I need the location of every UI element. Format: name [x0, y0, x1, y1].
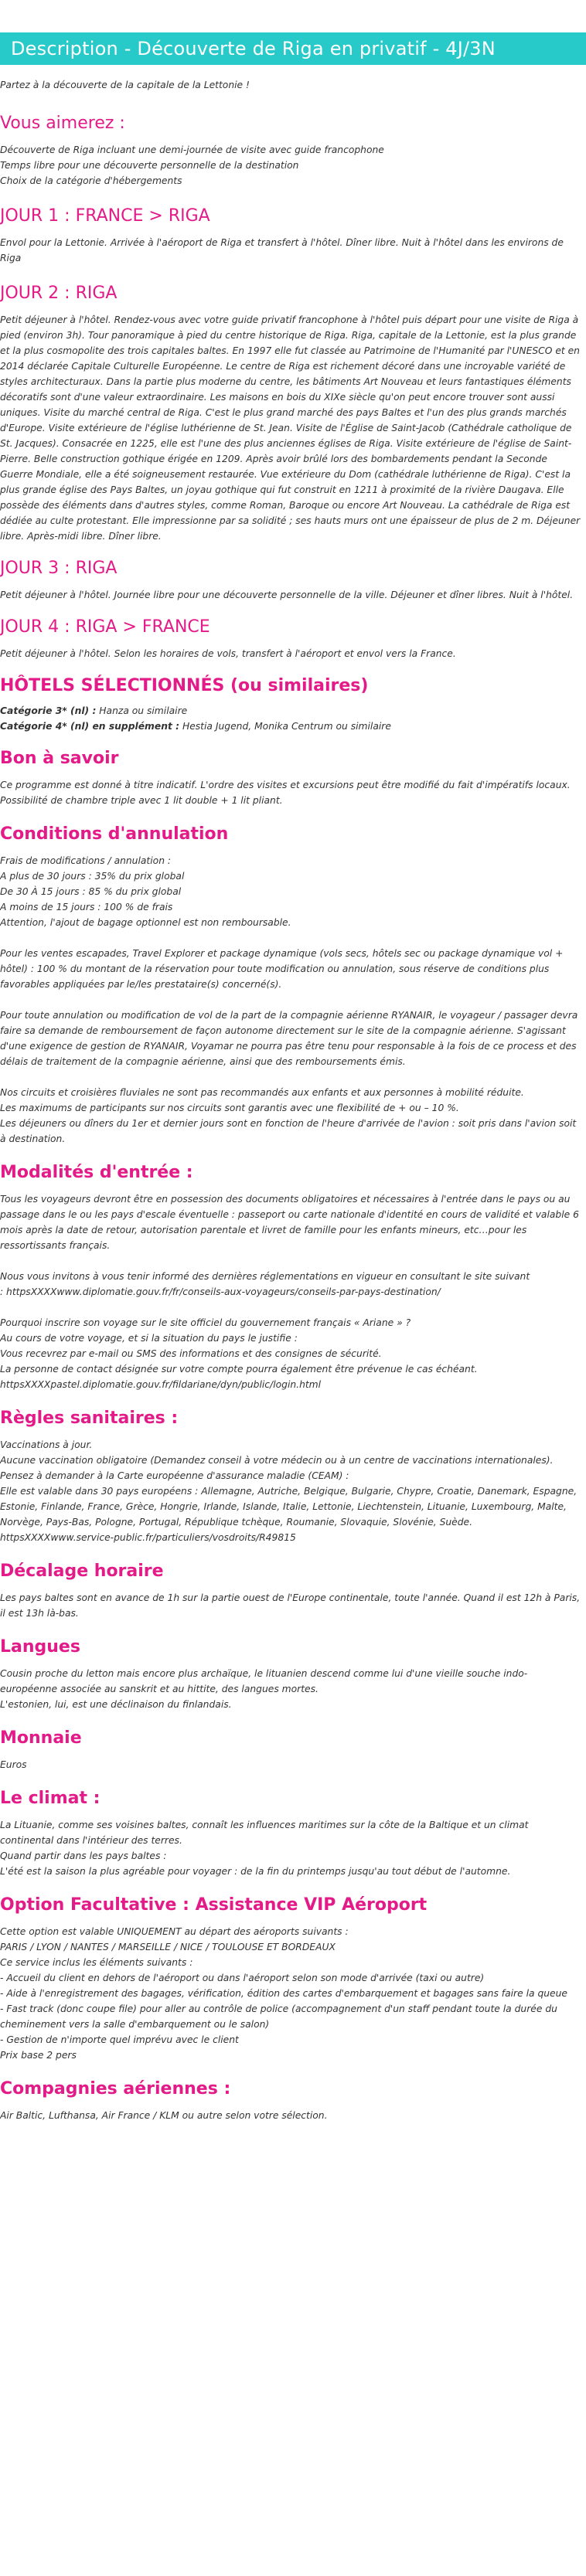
- section-title-decalage: Décalage horaire: [0, 1562, 164, 1581]
- annulation-ryanair-text: Pour toute annulation ou modification de vol de la part de la compagnie aérienne RYANAIR, le voyageur / passager devra faire sa demande de remboursement de façon autonome directement sur le site de la compagnie aérienne. S'agissant d'une exigence de gestion de RYANAIR, Voyamar ne pourra pas être tenu pour responsable à la fois de ce process et des délais de traitement de la compagnie aérienne, ainsi que des remboursements émis.: [0, 1010, 578, 1067]
- bon-a-savoir-line: Possibilité de chambre triple avec 1 lit double + 1 lit pliant.: [0, 795, 283, 806]
- section-title-vous-aimerez: Vous aimerez :: [0, 114, 125, 133]
- jour1-text: Envol pour la Lettonie. Arrivée à l'aéroport de Riga et transfert à l'hôtel. Dîner libre. Nuit à l'hôtel dans les environs de Riga: [0, 237, 564, 263]
- section-title-option-vip: Option Facultative : Assistance VIP Aéroport: [0, 1895, 428, 1915]
- section-title-jour2: JOUR 2 : RIGA: [0, 284, 118, 303]
- sanitaires-line: Pensez à demander à la Carte européenne d'assurance maladie (CEAM) :: [0, 1470, 349, 1481]
- section-title-sanitaires: Règles sanitaires :: [0, 1409, 179, 1428]
- jour3-text: Petit déjeuner à l'hôtel. Journée libre pour une découverte personnelle de la ville. Déjeuner et dîner libres. Nuit à l'hôtel.: [0, 590, 574, 600]
- sanitaires-line: Vaccinations à jour.: [0, 1439, 93, 1450]
- annulation-line: A moins de 15 jours : 100 % de frais: [0, 902, 173, 912]
- climat-line: Quand partir dans les pays baltes :: [0, 1850, 167, 1861]
- annulation-line: A plus de 30 jours : 35% du prix global: [0, 871, 185, 882]
- ariane-line: La personne de contact désignée sur votre compte pourra également être prévenue le cas échéant.: [0, 1364, 478, 1375]
- langues-line: L'estonien, lui, est une déclinaison du finlandais.: [0, 1699, 232, 1710]
- sanitaires-line: Aucune vaccination obligatoire (Demandez conseil à votre médecin ou à un centre de vaccinations internationales).: [0, 1455, 554, 1466]
- section-title-jour4: JOUR 4 : RIGA > FRANCE: [0, 617, 210, 637]
- page-title: Description - Découverte de Riga en privatif - 4J/3N: [11, 38, 496, 59]
- title-banner: [0, 32, 586, 65]
- modalites-documents-text: Tous les voyageurs devront être en possession des documents obligatoires et nécessaires à l'entrée dans le pays ou au passage dans le ou les pays d'escale éventuelle : passeport ou carte nationale d'identité en cours de validité et valable 6 mois après la date de retour, autorisation parentale et livret de famille pour les enfants mineurs, etc…pour les ressortissants français.: [0, 1194, 579, 1251]
- diplomatie-link[interactable]: : httpsXXXXwww.diplomatie.gouv.fr/fr/conseils-aux-voyageurs/conseils-par-pays-destination/: [0, 1286, 441, 1297]
- section-title-jour1: JOUR 1 : FRANCE > RIGA: [0, 206, 210, 226]
- ariane-line: Vous recevrez par e-mail ou SMS des informations et des consignes de sécurité.: [0, 1348, 382, 1359]
- section-title-monnaie: Monnaie: [0, 1728, 82, 1748]
- hotel-name: Hanza ou similaire: [96, 705, 188, 716]
- sanitaires-line: Elle est valable dans 30 pays européens : Allemagne, Autriche, Belgique, Bulgarie, Chypre, Croatie, Danemark, Espagne, Estonie, Finlande, France, Grèce, Hongrie, Irlande, Islande, Italie, Lettonie, Liechtenstein, Lituanie, Luxembourg, Malte, Norvège, Pays-Bas, Pologne, Portugal, République tchèque, Roumanie, Slovaquie, Slovénie, Suède.: [0, 1486, 577, 1528]
- section-title-annulation: Conditions d'annulation: [0, 824, 229, 844]
- annulation-line: Attention, l'ajout de bagage optionnel est non remboursable.: [0, 917, 291, 928]
- bon-a-savoir-line: Ce programme est donné à titre indicatif. L'ordre des visites et excursions peut être modifié du fait d'impératifs locaux.: [0, 780, 571, 790]
- section-title-hotels: HÔTELS SÉLECTIONNÉS (ou similaires): [0, 676, 369, 695]
- option-vip-line: PARIS / LYON / NANTES / MARSEILLE / NICE / TOULOUSE ET BORDEAUX: [0, 1942, 336, 1952]
- circuits-line: Nos circuits et croisières fluviales ne sont pas recommandés aux enfants et aux personnes à mobilité réduite.: [0, 1087, 524, 1098]
- jour2-text: Petit déjeuner à l'hôtel. Rendez-vous avec votre guide privatif francophone à l'hôtel puis départ pour une visite de Riga à pied (environ 3h). Tour panoramique à pied du centre historique de Riga. Riga, capitale de la Lettonie, est la plus grande et la plus cosmopolite des trois capitales baltes. En 1997 elle fut classée au Patrimoine de l'Humanité par l'UNESCO et en 2014 déclarée Capitale Culturelle Européenne. Le centre de Riga est richement décoré dans une incroyable variété de styles architecturaux. Dans la partie plus moderne du centre, les bâtiments Art Nouveau et leurs fantastiques éléments décoratifs sont d'une valeur extraordinaire. Les maisons en bois du XIXe siècle qu'on peut encore trouver sont aussi uniques. Visite du marché central de Riga. C'est le plus grand marché des pays Baltes et l'un des plus grands marchés d'Europe. Visite extérieure de l'église luthérienne de St. Jean. Visite de l'Église de Saint-Jacob (Cathédrale catholique de St. Jacques). Consacrée en 1225, elle est l'une des plus anciennes églises de Riga. Visite extérieure de l'église de Saint-Pierre. Belle construction gothique érigée en 1209. Après avoir brûlé lors des bombardements pendant la Seconde Guerre Mondiale, elle a été soigneusement restaurée. Vue extérieure du Dom (cathédrale luthérienne de Riga). C'est la plus grande église des Pays Baltes, un joyau gothique qui fut construit en 1211 à proximité de la rivière Daugava. Elle possède des éléments dans d'autres styles, comme Roman, Baroque ou encore Art Nouveau. La cathédrale de Riga est dédiée au culte protestant. Elle impressionne par sa solidité ; ses hauts murs ont une épaisseur de plus de 2 m. Déjeuner libre. Après-midi libre. Dîner libre.: [0, 314, 581, 542]
- ariane-line: Au cours de votre voyage, et si la situation du pays le justifie :: [0, 1333, 298, 1344]
- hotel-name: Hestia Jugend, Monika Centrum ou similaire: [179, 721, 391, 732]
- circuits-line: Les déjeuners ou dîners du 1er et dernier jours sont en fonction de l'heure d'arrivée de l'avion : soit pris dans l'avion soit à destination.: [0, 1118, 577, 1144]
- decalage-text: Les pays baltes sont en avance de 1h sur la partie ouest de l'Europe continentale, toute l'année. Quand il est 12h à Paris, il est 13h là-bas.: [0, 1592, 581, 1619]
- section-title-langues: Langues: [0, 1637, 80, 1657]
- description-content: [0, 77, 586, 2123]
- option-vip-line: - Accueil du client en dehors de l'aéroport ou dans l'aéroport selon son mode d'arrivée (taxi ou autre): [0, 1973, 485, 1983]
- vous-aimerez-line: Temps libre pour une découverte personnelle de la destination: [0, 160, 299, 171]
- annulation-line: Frais de modifications / annulation :: [0, 855, 172, 866]
- hotel-line: [0, 719, 581, 734]
- option-vip-line: - Fast track (donc coupe file) pour aller au contrôle de police (accompagnement d'un staff pendant toute la durée du cheminement vers la salle d'embarquement ou le salon): [0, 2003, 557, 2030]
- hotel-line: [0, 703, 581, 719]
- climat-line: L'été est la saison la plus agréable pour voyager : de la fin du printemps jusqu'au tout début de l'automne.: [0, 1866, 511, 1877]
- option-vip-line: - Aide à l'enregistrement des bagages, vérification, édition des cartes d'embarquement et bagages sans faire la queue: [0, 1988, 567, 1999]
- annulation-escapades-text: Pour les ventes escapades, Travel Explorer et package dynamique (vols secs, hôtels sec ou package dynamique vol + hôtel) : 100 % du montant de la réservation pour toute modification ou annulation, sous réserve de conditions plus favorables appliquées par le/les prestataire(s) concerné(s).: [0, 948, 564, 990]
- section-title-compagnies: Compagnies aériennes :: [0, 2079, 231, 2099]
- circuits-line: Les maximums de participants sur nos circuits sont garantis avec une flexibilité de + ou – 10 %.: [0, 1103, 459, 1113]
- jour4-text: Petit déjeuner à l'hôtel. Selon les horaires de vols, transfert à l'aéroport et envol vers la France.: [0, 648, 456, 659]
- hotel-category-label: Catégorie 3* (nl) :: [0, 705, 97, 716]
- vous-aimerez-line: Choix de la catégorie d'hébergements: [0, 175, 182, 186]
- monnaie-text: Euros: [0, 1759, 27, 1770]
- ariane-link[interactable]: httpsXXXXpastel.diplomatie.gouv.fr/fildariane/dyn/public/login.html: [0, 1379, 322, 1390]
- vous-aimerez-line: Découverte de Riga incluant une demi-journée de visite avec guide francophone: [0, 144, 384, 155]
- compagnies-text: Air Baltic, Lufthansa, Air France / KLM ou autre selon votre sélection.: [0, 2110, 328, 2121]
- ariane-line: Pourquoi inscrire son voyage sur le site officiel du gouvernement français « Ariane » ?: [0, 1317, 411, 1328]
- modalites-info-line: Nous vous invitons à vous tenir informé des dernières réglementations en vigueur en consultant le site suivant: [0, 1271, 530, 1282]
- langues-line: Cousin proche du letton mais encore plus archaïque, le lituanien descend comme lui d'une vieille souche indo-européenne associée au sanskrit et au hittite, des langues mortes.: [0, 1668, 528, 1694]
- option-vip-line: Cette option est valable UNIQUEMENT au départ des aéroports suivants :: [0, 1926, 349, 1937]
- section-title-climat: Le climat :: [0, 1789, 101, 1808]
- section-title-modalites: Modalités d'entrée :: [0, 1163, 193, 1182]
- hotel-category-label: Catégorie 4* (nl) en supplément :: [0, 721, 180, 732]
- option-vip-line: - Gestion de n'importe quel imprévu avec le client: [0, 2034, 239, 2045]
- section-title-bon-a-savoir: Bon à savoir: [0, 749, 119, 768]
- annulation-line: De 30 À 15 jours : 85 % du prix global: [0, 886, 182, 897]
- service-public-link[interactable]: httpsXXXXwww.service-public.fr/particuliers/vosdroits/R49815: [0, 1532, 296, 1543]
- option-vip-line: Ce service inclus les éléments suivants :: [0, 1957, 193, 1968]
- intro-text: Partez à la découverte de la capitale de la Lettonie !: [0, 80, 250, 90]
- option-vip-line: Prix base 2 pers: [0, 2050, 77, 2061]
- climat-line: La Lituanie, comme ses voisines baltes, connaît les influences maritimes sur la côte de la Baltique et un climat continental dans l'intérieur des terres.: [0, 1820, 529, 1846]
- section-title-jour3: JOUR 3 : RIGA: [0, 559, 118, 578]
